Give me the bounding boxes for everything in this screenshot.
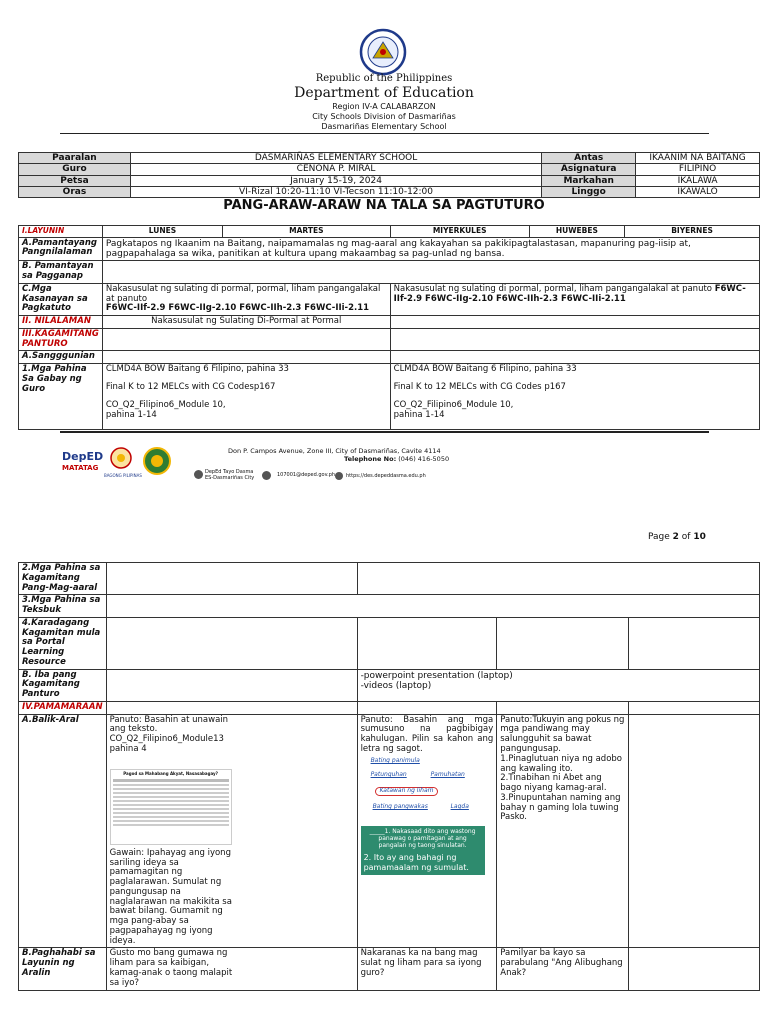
kasanayan-text-1: Nakasusulat ng sulating di pormal, pormal, liham pangangalakal at panuto <box>105 283 381 304</box>
paghahabi-thu: Pamilyar ba kayo sa parabulang "Ang Alibughang Anak? <box>497 948 629 990</box>
gabay-label: 1.Mga Pahina Sa Gabay ng Guro <box>19 364 103 430</box>
asignatura-label: Asignatura <box>542 164 636 175</box>
gabay2-line-c: CO_Q2_Filipino6_Module 10, <box>393 399 514 410</box>
markahan-value: IKALAWA <box>636 175 760 186</box>
footer-address: Don P. Campos Avenue, Zone III, City of Dasmariñas, Cavite 4114 <box>228 447 441 455</box>
asignatura-value: FILIPINO <box>636 164 760 175</box>
oras-value: VI-Rizal 10:20-11:10 VI-Tecson 11:10-12:00 <box>130 187 541 198</box>
footer-email: 107001@deped.gov.ph <box>277 472 336 478</box>
iba-item-2: -videos (laptop) <box>360 681 432 691</box>
gabay2-line-d: pahina 1-14 <box>393 409 445 420</box>
linggo-label: Linggo <box>542 187 636 198</box>
green-question-box <box>361 826 485 875</box>
paghahabi-label: B.Paghahabi sa Layunin ng Aralin <box>19 948 107 990</box>
iba-item-1: -powerpoint presentation (laptop) <box>360 670 513 681</box>
paaralan-label: Paaralan <box>19 153 131 164</box>
balik-mon-instruction: Panuto: Basahin at unawain ang teksto. <box>109 714 229 735</box>
tm-label: 2.Mga Pahina sa Kagamitang Pang-Mag-aaral <box>19 563 107 595</box>
pagganap-label: B. Pamantayan sa Pagganap <box>19 261 103 284</box>
kasanayan-codes-2: F6WC-IIf-2.9 F6WC-IIg-2.10 F6WC-IIh-2.3 F6WC-IIi-2.11 <box>393 283 746 304</box>
lunes-header: LUNES <box>102 226 222 238</box>
paaralan-value: DASMARIÑAS ELEMENTARY SCHOOL <box>130 153 541 164</box>
pamamaraan-label: IV.PAMAMARAAN <box>19 701 107 714</box>
school-seal-icon <box>142 446 172 476</box>
web-icon <box>335 472 343 480</box>
petsa-label: Petsa <box>19 175 131 186</box>
header-divider <box>60 133 709 134</box>
gabay2-line-a: CLMD4A BOW Baitang 6 Filipino, pahina 33 <box>393 364 577 375</box>
linggo-value: IKAWALO <box>636 187 760 198</box>
iba-cell <box>357 669 759 701</box>
balik-thu-instruction: Panuto:Tukuyin ang pokus ng mga pandiwang may salungguhit sa bawat pangungusap. <box>500 714 625 755</box>
footer-telephone <box>344 455 449 463</box>
department-title: Department of Education <box>294 85 474 101</box>
paghahabi-mon <box>106 948 357 990</box>
telephone-label: Telephone No: <box>344 455 397 463</box>
gabay2-line-b: Final K to 12 MELCs with CG Codes p167 <box>393 381 566 392</box>
pag-mon-text: Gusto mo bang gumawa ng liham para sa kaibigan, kamag-anak o taong malapit sa iyo? <box>109 948 233 988</box>
markahan-label: Markahan <box>542 175 636 186</box>
biyernes-header: BIYERNES <box>625 226 760 238</box>
facebook-icon <box>194 470 203 479</box>
balik-aral-mon <box>106 714 357 948</box>
option-patunguhan: Patunguhan <box>370 770 407 778</box>
email-icon <box>262 471 271 480</box>
option-lagda: Lagda <box>450 802 469 810</box>
antas-value: IKAANIM NA BAITANG <box>636 153 760 164</box>
region-text: Region IV-A CALABARZON <box>332 102 436 111</box>
page-total: 10 <box>693 532 706 542</box>
bagong-pilipinas-text: BAGONG PILIPINAS <box>104 473 142 478</box>
kasanayan-text-2: Nakasusulat ng sulating di pormal, pormal, liham pangangalakal at panuto <box>393 283 715 294</box>
answer-box <box>361 758 494 822</box>
footer-website: https://des.depeddasma.edu.ph <box>346 473 426 479</box>
deped-logo: DepED <box>62 450 104 463</box>
miyerkules-header: MIYERKULES <box>390 226 529 238</box>
option-pamuhatan: Pamuhatan <box>430 770 465 778</box>
gabay1-line-b: Final K to 12 MELCs with CG Codesp167 <box>105 381 276 392</box>
lesson-table-2 <box>18 562 760 991</box>
nilalaman-text: Nakasusulat ng Sulating Di-Pormal at Pormal <box>102 316 390 329</box>
kagamitan-label: III.KAGAMITANG PANTURO <box>19 328 103 351</box>
paghahabi-wed: Nakaranas ka na bang mag sulat ng liham para sa iyong guro? <box>357 948 497 990</box>
option-bating-pangwakas: Bating pangwakas <box>372 802 428 810</box>
reading-thumbnail <box>110 769 232 845</box>
gabay-cell-2 <box>390 364 759 430</box>
guro-label: Guro <box>19 164 131 175</box>
layunin-header: I.LAYUNIN <box>19 226 103 238</box>
balik-aral-thu <box>497 714 629 948</box>
option-bating-panimula: Bating panimula <box>370 756 420 764</box>
green-question-2: 2. Ito ay ang bahagi ng pamamaalam ng sumulat. <box>363 853 469 872</box>
kasanayan-codes-1: F6WC-IIf-2.9 F6WC-IIg-2.10 F6WC-IIh-2.3 F6WC-IIi-2.11 <box>105 303 370 314</box>
footer-facebook: DepEd Tayo Dasma ES-Dasmariñas City <box>205 469 255 481</box>
balik-thu-item-1: 1.Pinaglutuan niya ng adobo ang kawaling ito. <box>500 753 622 774</box>
kasanayan-cell-2 <box>390 283 759 315</box>
republic-text: Republic of the Philippines <box>315 73 453 84</box>
pamantayang-text: Pagkatapos ng Ikaanim na Baitang, naipamamalas ng mag-aaral ang kakayahan sa pakikipagtalastasan, mapanuring pag-iisip at, pagpapahalaga sa wika, panitikan at kultura upang makaambag sa pag-unlad ng bansa. <box>102 237 759 261</box>
antas-label: Antas <box>542 153 636 164</box>
balik-thu-item-3: 3.Pinupuntahan naming ang bahay n gaming lola tuwing Pasko. <box>500 792 621 823</box>
reading-title: Pagod sa Mahabang Akyat, Nasasabagay? <box>123 770 218 776</box>
page-title: PANG-ARAW-ARAW NA TALA SA PAGTUTURO <box>223 198 545 213</box>
footer-divider <box>60 431 709 433</box>
deped-seal-icon <box>357 28 409 76</box>
bagong-pilipinas-icon <box>106 446 136 472</box>
option-katawan-ng-liham: Katawan ng liham <box>375 787 439 796</box>
guro-value: CENONA P. MIRAL <box>130 164 541 175</box>
pagganap-cell <box>102 261 759 284</box>
gabay1-line-d: pahina 1-14 <box>105 409 157 420</box>
kasanayan-cell-1 <box>102 283 390 315</box>
telephone-value: (046) 416-5050 <box>398 455 450 463</box>
page-prefix: Page <box>648 532 673 542</box>
page-of: of <box>678 532 694 542</box>
iba-label: B. Iba pang Kagamitang Panturo <box>19 669 107 701</box>
page-current: 2 <box>672 532 679 542</box>
division-text: City Schools Division of Dasmariñas <box>312 112 456 121</box>
teksbuk-label: 3.Mga Pahina sa Teksbuk <box>19 595 107 618</box>
gabay1-line-c: CO_Q2_Filipino6_Module 10, <box>105 399 226 410</box>
sanggunian-label: A.Sangggunian <box>19 351 103 364</box>
gawain-text: Gawain: Ipahayag ang iyong sariling ideya sa pamamagitan ng paglalarawan. Sumulat ng pangungusap na naglalarawan na makikita sa bawat bilang. Gumamit ng mga pang-abay sa pagpapahayag ng iyong ideya. <box>109 847 232 946</box>
pamantayang-label: A.Pamantayang Pangnilalaman <box>19 237 103 261</box>
gabay-cell-1 <box>102 364 390 430</box>
oras-label: Oras <box>19 187 131 198</box>
petsa-value: January 15-19, 2024 <box>130 175 541 186</box>
nilalaman-cell-2 <box>390 316 759 329</box>
huwebes-header: HUWEBES <box>529 226 624 238</box>
school-text: Dasmariñas Elementary School <box>321 122 447 131</box>
gabay1-line-a: CLMD4A BOW Baitang 6 Filipino, pahina 33 <box>105 364 289 375</box>
info-table <box>18 152 760 198</box>
balik-aral-label: A.Balik-Aral <box>19 714 107 948</box>
kasanayan-label: C.Mga Kasanayan sa Pagkatuto <box>19 283 103 315</box>
matatag-logo: MATATAG <box>62 464 99 472</box>
green-question-1: _____1. Nakasaad dito ang wastong panawag o pamitagan at ang pangalan ng taong sinulatan. <box>369 827 476 849</box>
martes-header: MARTES <box>222 226 390 238</box>
page-number <box>648 532 706 542</box>
balik-wed-instruction: Panuto: Basahin ang mga sumusuno na pagbibigay kahulugan. Pilin sa kahon ang letra ng sagot. <box>360 714 494 755</box>
nilalaman-label: II. NILALAMAN <box>19 316 103 329</box>
balik-thu-item-2: 2.Tinabihan ni Abet ang bago niyang kamag-aral. <box>500 773 607 794</box>
portal-label: 4.Karadagang Kagamitan mula sa Portal Learning Resource <box>19 617 107 669</box>
balik-aral-wed <box>357 714 497 948</box>
lesson-table-1 <box>18 225 760 430</box>
balik-mon-reference: CO_Q2_Filipino6_Module13 pahina 4 <box>109 734 224 755</box>
